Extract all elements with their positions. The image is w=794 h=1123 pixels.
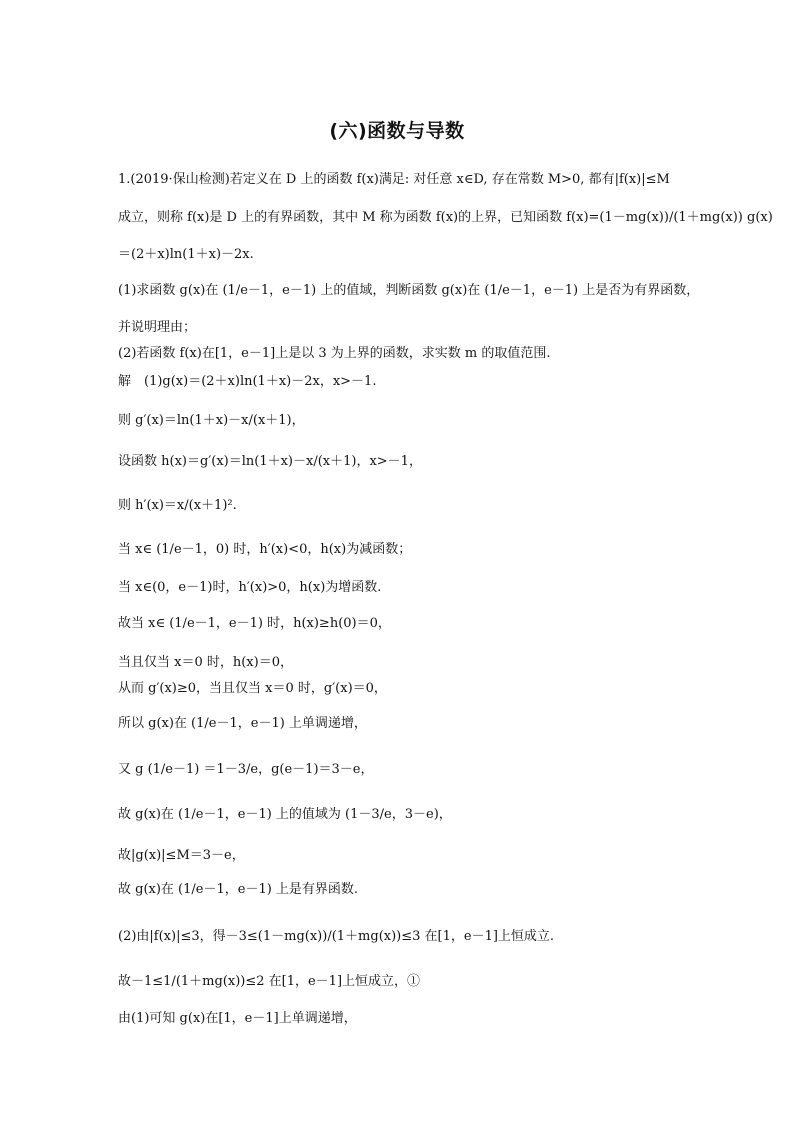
solution-line-7: 故当 x∈ (1/e－1，e－1) 时，h(x)≥h(0)＝0， [118,616,391,631]
solution-line-16: 故－1≤1/(1＋mg(x))≤2 在[1，e－1]上恒成立，① [118,974,421,989]
solution-line-17: 由(1)可知 g(x)在[1，e－1]上单调递增， [118,1011,357,1026]
solution-line-14: 故 g(x)在 (1/e－1，e－1) 上是有界函数. [118,882,359,897]
solution-line-15: (2)由|f(x)|≤3，得－3≤(1－mg(x))/(1＋mg(x))≤3 在[1，e－1]上恒成立. [118,929,555,944]
solution-line-13: 故|g(x)|≤M＝3－e， [118,848,245,863]
problem-line-2: 成立，则称 f(x)是 D 上的有界函数，其中 M 称为函数 f(x)的上界，已知函数 f(x)=(1－mg(x))/(1＋mg(x)) g(x) [118,210,773,225]
solution-line-5: 当 x∈ (1/e－1，0) 时，h′(x)<0，h(x)为减函数； [118,542,412,557]
solution-line-1: 解 (1)g(x)＝(2＋x)ln(1＋x)－2x，x>－1. [118,374,377,389]
page-title: (六)函数与导数 [329,120,465,142]
problem-line-6: (2)若函数 f(x)在[1，e－1]上是以 3 为上界的函数，求实数 m 的取值范围. [118,346,551,361]
solution-line-11: 又 g (1/e－1) ＝1－3/e，g(e－1)＝3－e， [118,762,374,777]
solution-line-4: 则 h′(x)＝x/(x＋1)². [118,498,237,513]
problem-line-4: (1)求函数 g(x)在 (1/e－1，e－1) 上的值域，判断函数 g(x)在 (1/e－1，e－1) 上是否为有界函数， [118,283,700,298]
problem-line-3: ＝(2＋x)ln(1＋x)－2x. [118,247,254,262]
solution-line-9: 从而 g′(x)≥0，当且仅当 x＝0 时，g′(x)＝0， [118,681,387,696]
problem-line-1: 1.(2019·保山检测)若定义在 D 上的函数 f(x)满足: 对任意 x∈D, 存在常数 M>0, 都有|f(x)|≤M [118,172,670,187]
problem-line-5: 并说明理由； [118,320,197,335]
solution-line-2: 则 g′(x)＝ln(1＋x)－x/(x＋1)， [118,413,305,428]
solution-line-12: 故 g(x)在 (1/e－1，e－1) 上的值域为 (1－3/e，3－e)， [118,807,452,822]
solution-line-6: 当 x∈(0，e－1)时，h′(x)>0，h(x)为增函数. [118,580,382,595]
solution-line-3: 设函数 h(x)＝g′(x)＝ln(1＋x)－x/(x＋1)，x>－1， [118,454,422,469]
solution-line-10: 所以 g(x)在 (1/e－1，e－1) 上单调递增， [118,716,367,731]
solution-line-8: 当且仅当 x＝0 时，h(x)＝0， [118,655,293,670]
